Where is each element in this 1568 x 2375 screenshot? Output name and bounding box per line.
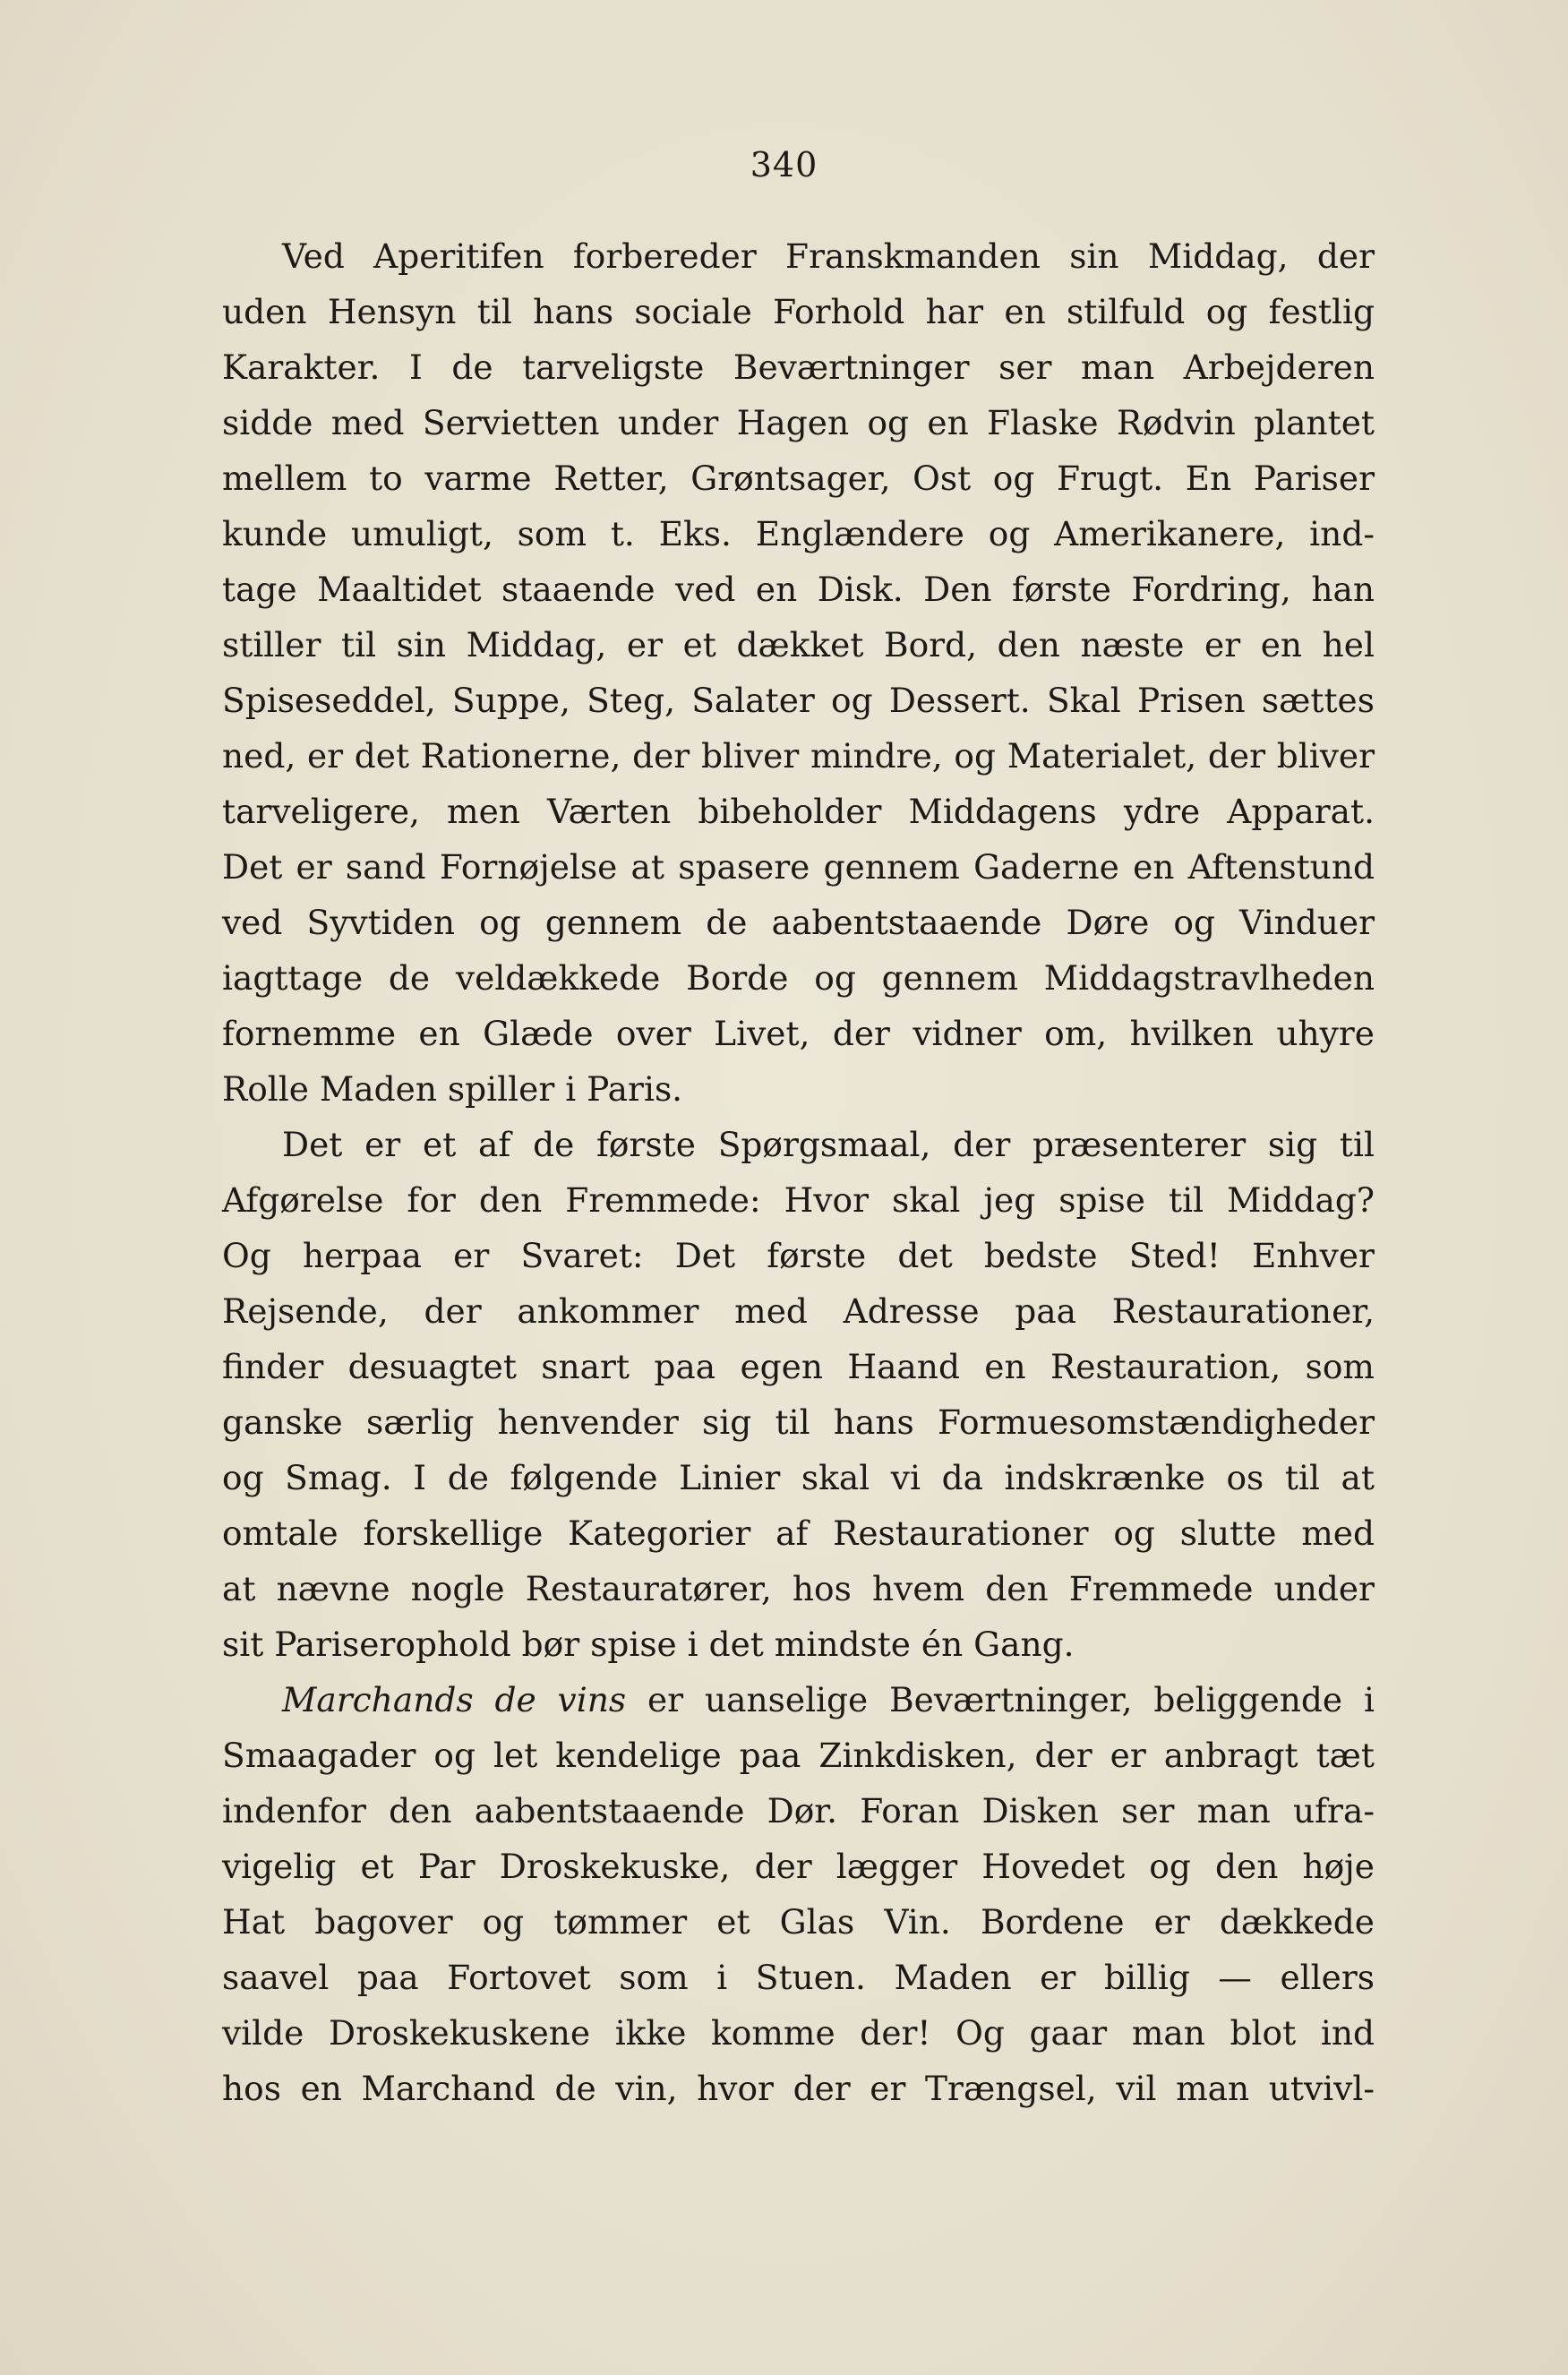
text-line: Rejsende, der ankommer med Adresse paa Restaurationer, [222, 1291, 1375, 1331]
paragraph-1 [222, 228, 1375, 1117]
text-line: iagttage de veldækkede Borde og gennem Middagstravlheden [222, 958, 1375, 998]
body-text [222, 228, 1375, 2116]
text-line: vilde Droskekuskene ikke komme der! Og gaar man blot ind [222, 2013, 1375, 2053]
text-line: hos en Marchand de vin, hvor der er Trængsel, vil man utvivl- [222, 2069, 1375, 2108]
text-line [222, 1672, 1375, 1728]
paragraph-2 [222, 1117, 1375, 1672]
text-line: kunde umuligt, som t. Eks. Englændere og Amerikanere, ind- [222, 514, 1375, 553]
text-line: sit Pariserophold bør spise i det mindste én Gang. [222, 1625, 1075, 1664]
text-line: fornemme en Glæde over Livet, der vidner om, hvilken uhyre [222, 1014, 1375, 1053]
text-line: finder desuagtet snart paa egen Haand en Restauration, som [222, 1347, 1375, 1386]
text-line: mellem to varme Retter, Grøntsager, Ost og Frugt. En Pariser [222, 459, 1375, 498]
text-line: tarveligere, men Værten bibeholder Middagens ydre Apparat. [222, 792, 1375, 831]
text-line: saavel paa Fortovet som i Stuen. Maden er billig — ellers [222, 1958, 1375, 1997]
text-line: vigelig et Par Droskekuske, der lægger Hovedet og den høje [222, 1847, 1375, 1886]
text-line: at nævne nogle Restauratører, hos hvem den Fremmede under [222, 1569, 1375, 1608]
paragraph-3 [222, 1672, 1375, 2116]
page-number: 340 [750, 145, 818, 184]
text-line: Spiseseddel, Suppe, Steg, Salater og Dessert. Skal Prisen sættes [222, 681, 1375, 720]
text-line: tage Maaltidet staaende ved en Disk. Den første Fordring, han [222, 570, 1375, 609]
text-line: Ved Aperitifen forbereder Franskmanden sin Middag, der [282, 236, 1375, 276]
text-line: ganske særlig henvender sig til hans Formuesomstændigheder [222, 1402, 1375, 1442]
text-line: og Smag. I de følgende Linier skal vi da indskrænke os til at [222, 1458, 1375, 1497]
text-line: indenfor den aabentstaaende Dør. Foran Disken ser man ufra- [222, 1791, 1375, 1831]
text-line: ned, er det Rationerne, der bliver mindre, og Materialet, der bliver [222, 736, 1375, 776]
text-line: Rolle Maden spiller i Paris. [222, 1069, 683, 1109]
text-line: Karakter. I de tarveligste Beværtninger ser man Arbejderen [222, 347, 1375, 387]
text-line: omtale forskellige Kategorier af Restaurationer og slutte med [222, 1513, 1375, 1553]
text-line: stiller til sin Middag, er et dækket Bord, den næste er en hel [222, 625, 1375, 664]
text-line: sidde med Servietten under Hagen og en Flaske Rødvin plantet [222, 403, 1375, 442]
text-line: Og herpaa er Svaret: Det første det bedste Sted! Enhver [222, 1236, 1375, 1275]
text-fragment: er uanselige Beværtninger, beliggende i [626, 1680, 1375, 1719]
text-line: uden Hensyn til hans sociale Forhold har en stilfuld og festlig [222, 292, 1375, 331]
text-line: Hat bagover og tømmer et Glas Vin. Bordene er dækkede [222, 1902, 1375, 1942]
text-line: Det er et af de første Spørgsmaal, der præsenterer sig til [282, 1125, 1375, 1164]
text-line: Smaagader og let kendelige paa Zinkdisken, der er anbragt tæt [222, 1736, 1375, 1775]
text-line: ved Syvtiden og gennem de aabentstaaende Døre og Vinduer [222, 903, 1375, 942]
text-line: Afgørelse for den Fremmede: Hvor skal jeg spise til Middag? [222, 1180, 1375, 1220]
italic-term: Marchands de vins [282, 1680, 627, 1719]
text-line: Det er sand Fornøjelse at spasere gennem Gaderne en Aftenstund [222, 847, 1375, 887]
